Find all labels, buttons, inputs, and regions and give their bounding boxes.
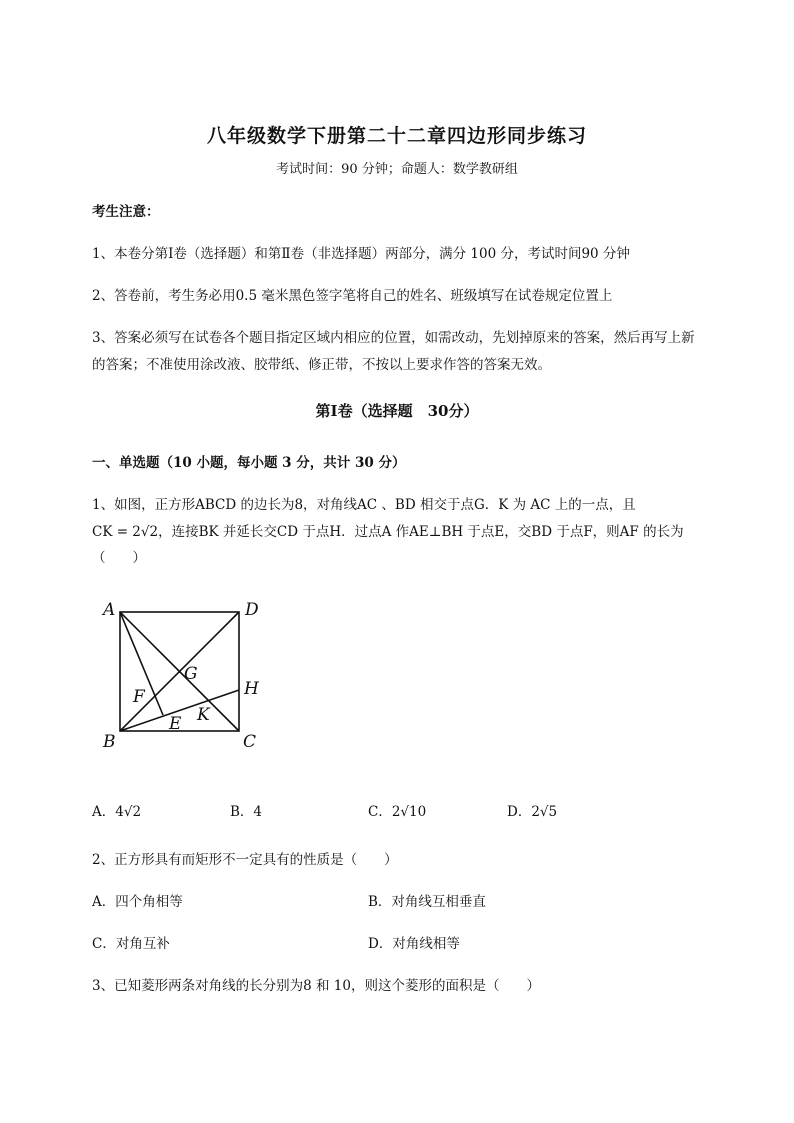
q1-line-1: 1、如图，正方形ABCD 的边长为8，对角线AC 、BD 相交于点G．K 为 AC 上的一点，且 bbox=[92, 497, 636, 513]
label-e: E bbox=[169, 714, 182, 734]
label-d: D bbox=[245, 600, 259, 620]
section-title: 第Ⅰ卷（选择题 30分） bbox=[315, 402, 479, 420]
notice-item-3-line-2: 的答案；不准使用涂改液、胶带纸、修正带，不按以上要求作答的答案无效。 bbox=[92, 357, 551, 373]
exam-info: 考试时间：90 分钟；命题人：数学教研组 bbox=[276, 162, 518, 177]
q2-option-a: A．四个角相等 bbox=[92, 894, 183, 910]
q2-option-c: C．对角互补 bbox=[92, 936, 170, 952]
q1-line-3: （ ） bbox=[92, 550, 146, 566]
q2-option-b: B．对角线互相垂直 bbox=[368, 894, 486, 910]
q2-option-d: D．对角线相等 bbox=[368, 936, 460, 952]
label-a: A bbox=[103, 600, 116, 620]
q1-option-c: C．2√10 bbox=[368, 804, 427, 820]
label-h: H bbox=[244, 679, 259, 699]
notice-item-2: 2、答卷前，考生务必用0.5 毫米黑色签字笔将自己的姓名、班级填写在试卷规定位置上 bbox=[92, 288, 613, 304]
notice-item-3-line-1: 3、答案必须写在试卷各个题目指定区域内相应的位置，如需改动，先划掉原来的答案，然后再写上新 bbox=[92, 330, 695, 346]
q1-figure-square-abcd bbox=[95, 595, 275, 755]
q1-option-b: B．4 bbox=[230, 804, 263, 820]
page-title: 八年级数学下册第二十二章四边形同步练习 bbox=[206, 125, 587, 147]
notice-heading: 考生注意： bbox=[92, 204, 160, 220]
label-b: B bbox=[103, 732, 116, 752]
q2-stem: 2、正方形具有而矩形不一定具有的性质是（ ） bbox=[92, 852, 398, 868]
label-g: G bbox=[184, 664, 198, 684]
label-f: F bbox=[133, 687, 145, 707]
q1-line-2: CK = 2√2，连接BK 并延长交CD 于点H．过点A 作AE⊥BH 于点E，交BD 于点F，则AF 的长为 bbox=[92, 524, 684, 540]
q1-option-a: A．4√2 bbox=[92, 804, 142, 820]
q3-stem: 3、已知菱形两条对角线的长分别为8 和 10，则这个菱形的面积是（ ） bbox=[92, 978, 540, 994]
label-k: K bbox=[197, 705, 210, 725]
notice-item-1: 1、本卷分第Ⅰ卷（选择题）和第Ⅱ卷（非选择题）两部分，满分 100 分，考试时间90 分钟 bbox=[92, 246, 630, 262]
part1-heading: 一、单选题（10 小题，每小题 3 分，共计 30 分） bbox=[92, 455, 406, 471]
label-c: C bbox=[243, 732, 257, 752]
q1-option-d: D．2√5 bbox=[507, 804, 558, 820]
